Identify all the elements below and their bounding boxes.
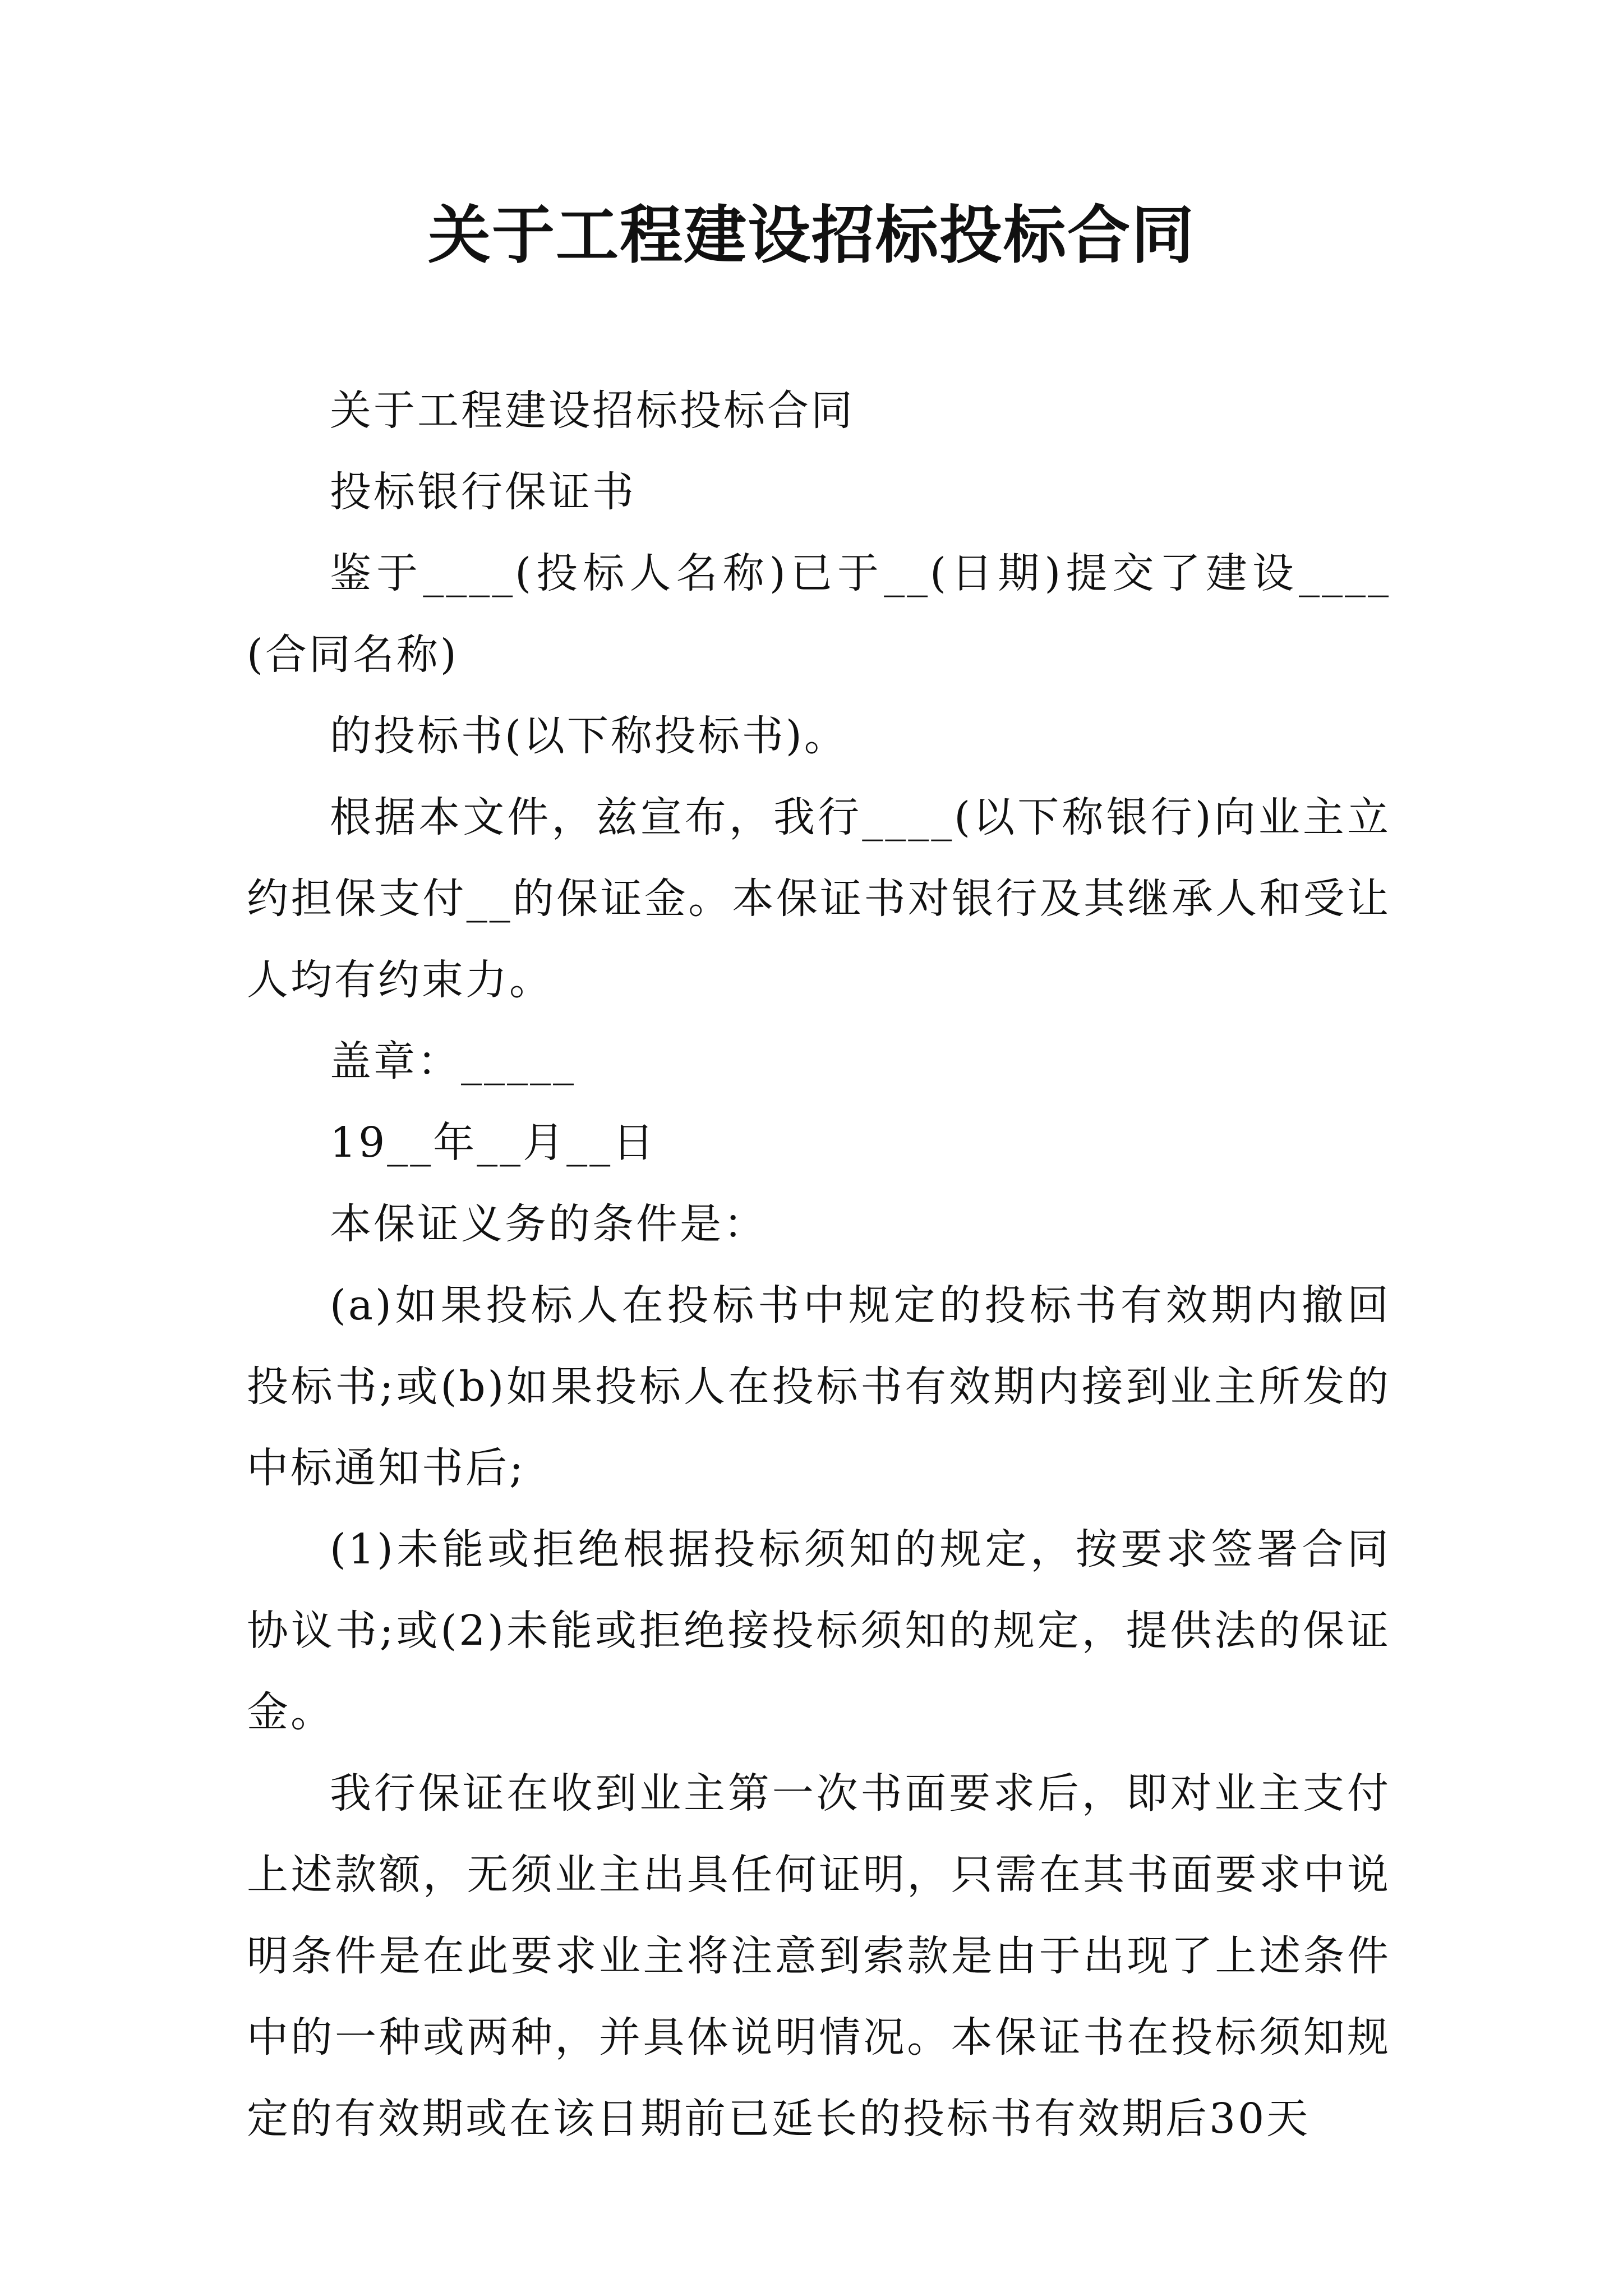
paragraph-date: 19__年__月__日 bbox=[330, 1119, 657, 1167]
paragraph-whereas: 鉴于____(投标人名称)已于__(日期)提交了建设____(合同名称) bbox=[247, 549, 1391, 679]
paragraph-conditions-intro: 本保证义务的条件是： bbox=[330, 1200, 767, 1248]
paragraph-bid-reference: 的投标书(以下称投标书)。 bbox=[330, 712, 848, 760]
paragraph-condition-a-b: (a)如果投标人在投标书中规定的投标书有效期内撤回投标书;或(b)如果投标人在投标书有效期内接到业主所发的中标通知书后; bbox=[247, 1281, 1391, 1492]
paragraph-guarantee-title: 投标银行保证书 bbox=[330, 468, 636, 516]
document-body bbox=[247, 370, 1391, 2160]
paragraph-payment-terms: 我行保证在收到业主第一次书面要求后，即对业主支付上述款额，无须业主出具任何证明，只需在其书面要求中说明条件是在此要求业主将注意到索款是由于出现了上述条件中的一种或两种，并具体说明情况。本保证书在投标须知规定的有效期或在该日期前已延长的投标书有效期后30天 bbox=[247, 1769, 1391, 2143]
paragraph-declaration: 根据本文件，兹宣布，我行____(以下称银行)向业主立约担保支付__的保证金。本保证书对银行及其继承人和受让人均有约束力。 bbox=[247, 793, 1391, 1004]
paragraph-heading: 关于工程建设招标投标合同 bbox=[330, 386, 855, 435]
paragraph-seal: 盖章：_____ bbox=[330, 1037, 576, 1085]
paragraph-condition-1-2: (1)未能或拒绝根据投标须知的规定，按要求签署合同协议书;或(2)未能或拒绝接投标须知的规定，提供法的保证金。 bbox=[247, 1525, 1391, 1736]
document-title: 关于工程建设招标投标合同 bbox=[428, 199, 1195, 272]
